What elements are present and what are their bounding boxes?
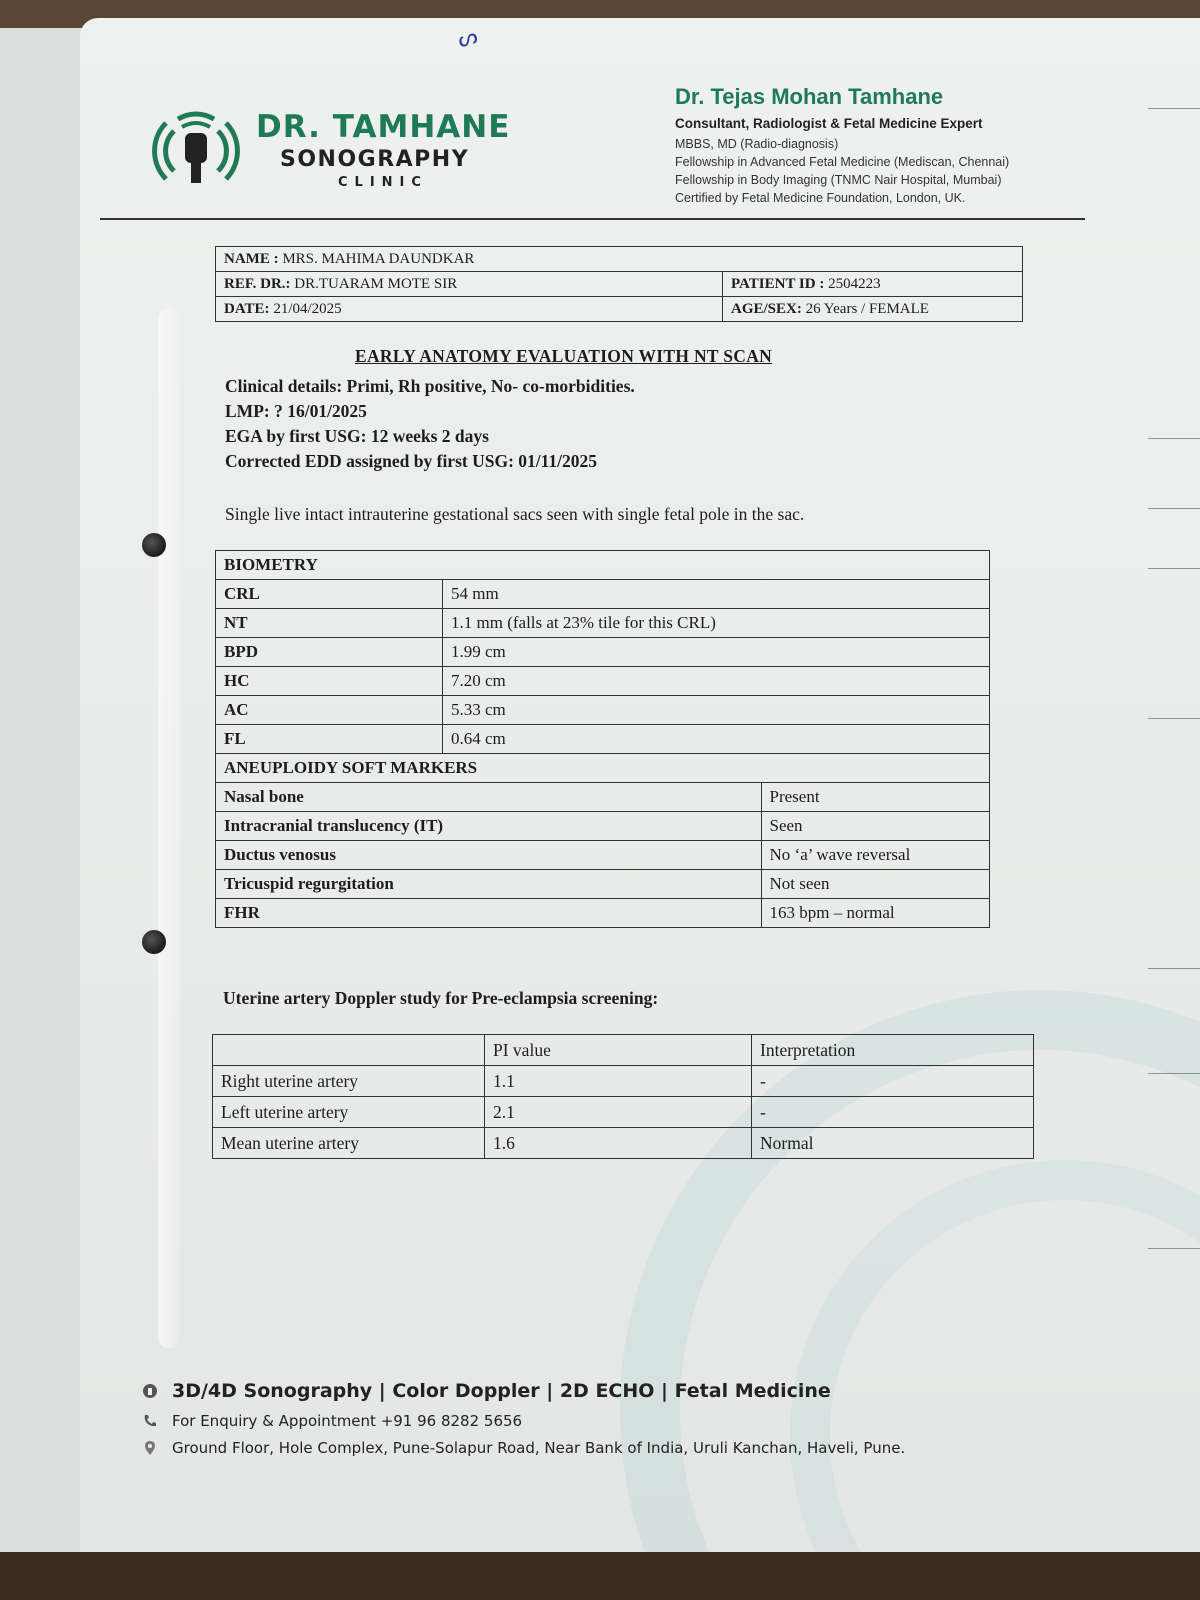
enquiry-text: For Enquiry & Appointment +91 96 8282 5656 [172, 1412, 523, 1430]
date-cell: DATE: 21/04/2025 [216, 297, 723, 322]
table-row: NT 1.1 mm (falls at 23% tile for this CRL) [216, 609, 990, 638]
clinical-details [225, 374, 635, 474]
binder-strip [130, 308, 210, 1348]
table-row: Left uterine artery 2.1 - [213, 1097, 1034, 1128]
scan-summary: Single live intact intrauterine gestational sacs seen with single fetal pole in the sac. [225, 504, 805, 524]
table-row: AC 5.33 cm [216, 696, 990, 725]
patient-info-table [215, 246, 1023, 322]
table-header-row [213, 1035, 1034, 1066]
interpretation-header: Interpretation [752, 1035, 1034, 1066]
doppler-table [212, 1034, 1034, 1159]
qualification: Certified by Fetal Medicine Foundation, London, UK. [675, 191, 966, 205]
report-date: 21/04/2025 [273, 300, 342, 317]
report-title: EARLY ANATOMY EVALUATION WITH NT SCAN [355, 346, 773, 366]
table-row: Right uterine artery 1.1 - [213, 1066, 1034, 1097]
table-row: Nasal bone Present [216, 783, 990, 812]
punch-hole [142, 930, 166, 954]
table-row: FHR 163 bpm – normal [216, 899, 990, 928]
phone-icon [142, 1413, 158, 1429]
table-row: HC 7.20 cm [216, 667, 990, 696]
clinic-word: CLINIC [338, 175, 428, 190]
pi-header: PI value [485, 1035, 752, 1066]
clinical-line: Clinical details: Primi, Rh positive, No- co-morbidities. [225, 376, 635, 396]
footer [142, 1380, 1042, 1466]
punch-hole [142, 533, 166, 557]
clinic-logo [148, 103, 548, 213]
clinic-name: DR. TAMHANE [256, 109, 511, 145]
services-text: 3D/4D Sonography | Color Doppler | 2D ECHO | Fetal Medicine [172, 1380, 831, 1402]
qualification: Fellowship in Advanced Fetal Medicine (Mediscan, Chennai) [675, 155, 1010, 169]
enquiry-line [142, 1412, 1042, 1430]
ega-line: EGA by first USG: 12 weeks 2 days [225, 426, 489, 446]
markers-heading: ANEUPLOIDY SOFT MARKERS [216, 754, 990, 783]
report-page [80, 18, 1200, 1570]
edd-line: Corrected EDD assigned by first USG: 01/11/2025 [225, 451, 598, 471]
age-sex: 26 Years / FEMALE [805, 300, 929, 317]
patient-id: 2504223 [828, 275, 881, 292]
ultrasound-probe-icon [148, 103, 244, 199]
table-row: CRL 54 mm [216, 580, 990, 609]
patient-name: MRS. MAHIMA DAUNDKAR [282, 250, 475, 267]
probe-icon [142, 1383, 158, 1399]
services-line [142, 1380, 1042, 1402]
ref-doctor: DR.TUARAM MOTE SIR [294, 275, 458, 292]
table-row: Intracranial translucency (IT) Seen [216, 812, 990, 841]
address-text: Ground Floor, Hole Complex, Pune-Solapur Road, Near Bank of India, Uruli Kanchan, Haveli, Pune. [172, 1439, 906, 1457]
divider-tabs [1120, 108, 1200, 1408]
table-row: Ductus venosus No ‘a’ wave reversal [216, 841, 990, 870]
biometry-heading: BIOMETRY [216, 551, 990, 580]
doctor-name: Dr. Tejas Mohan Tamhane [675, 84, 944, 109]
desk-surface [0, 1552, 1200, 1600]
qualification: MBBS, MD (Radio-diagnosis) [675, 137, 839, 151]
biometry-table [215, 550, 990, 928]
table-row: Mean uterine artery 1.6 Normal [213, 1128, 1034, 1159]
doctor-title: Consultant, Radiologist & Fetal Medicine Expert [675, 116, 983, 131]
table-row: BPD 1.99 cm [216, 638, 990, 667]
age-sex-cell: AGE/SEX: 26 Years / FEMALE [723, 297, 1023, 322]
header-divider [100, 218, 1085, 220]
clinic-subtitle: SONOGRAPHY [280, 147, 470, 172]
location-icon [142, 1440, 158, 1456]
qualification: Fellowship in Body Imaging (TNMC Nair Hospital, Mumbai) [675, 173, 1002, 187]
lmp-line: LMP: ? 16/01/2025 [225, 401, 367, 421]
patient-id-cell: PATIENT ID : 2504223 [723, 272, 1023, 297]
table-row: FL 0.64 cm [216, 725, 990, 754]
handwritten-mark: ᔕ [455, 23, 481, 54]
doctor-details [675, 84, 1095, 207]
table-row: Tricuspid regurgitation Not seen [216, 870, 990, 899]
patient-name-cell: NAME : MRS. MAHIMA DAUNDKAR [216, 247, 1023, 272]
ref-doctor-cell: REF. DR.: DR.TUARAM MOTE SIR [216, 272, 723, 297]
doppler-title: Uterine artery Doppler study for Pre-eclampsia screening: [223, 988, 659, 1008]
address-line [142, 1439, 1042, 1457]
